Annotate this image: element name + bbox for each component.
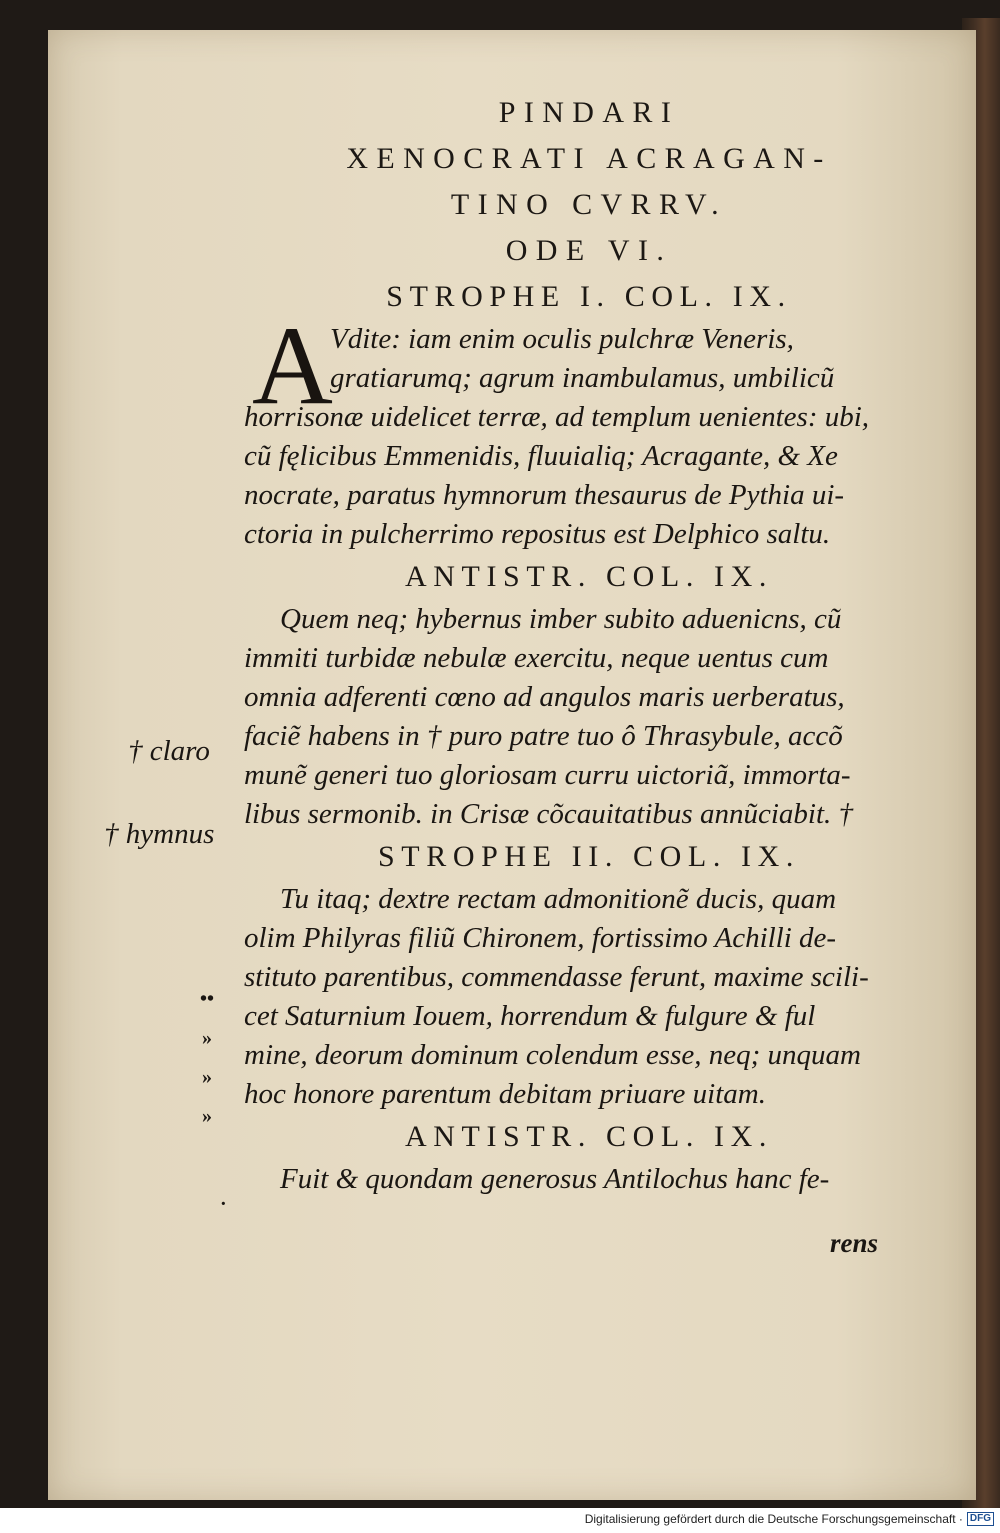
verse-line: libus sermonib. in Crisæ cõcauitatibus annũciabit. † [244, 798, 854, 830]
quote-marker: » [202, 1066, 212, 1088]
antistrophe-1 [244, 600, 934, 834]
digitization-credit [585, 1512, 994, 1526]
verse-line: horrisonæ uidelicet terræ, ad templum uenientes: ubi, [244, 401, 870, 433]
verse-line: cet Saturnium Iouem, horrendum & fulgure & ful [244, 1000, 816, 1032]
book-page [48, 30, 976, 1500]
verse-line: faciẽ habens in † puro patre tuo ô Thrasybule, accõ [244, 720, 843, 752]
ode-title-line1: XENOCRATI ACRAGAN- [346, 142, 832, 175]
verse-line: Tu itaq; dextre rectam admonitionẽ ducis, quam [280, 883, 837, 915]
section-heading-strophe-2: STROPHE II. COL. IX. [378, 840, 800, 873]
ode-title-line2: TINO CVRRV. [450, 188, 728, 221]
strophe-2 [244, 880, 934, 1114]
quote-marker: » [202, 1105, 212, 1127]
verse-line: omnia adferenti cœno ad angulos maris uerberatus, [244, 681, 845, 713]
verse-line: olim Philyras filiũ Chironem, fortissimo Achilli de- [244, 922, 837, 954]
verse-line: nocrate, paratus hymnorum thesaurus de Pythia ui- [244, 479, 845, 511]
drop-capital: A [252, 304, 333, 428]
quote-marker: · [220, 1193, 227, 1215]
verse-line: hoc honore parentum debitam priuare uitam. [244, 1078, 766, 1110]
verse-line: Fuit & quondam generosus Antilochus hanc fe- [280, 1163, 830, 1195]
catchword: rens [829, 1228, 878, 1258]
verse-line: immiti turbidæ nebulæ exercitu, neque uentus cum [244, 642, 829, 674]
running-title: PINDARI [498, 96, 680, 129]
dfg-logo: DFG [967, 1512, 994, 1526]
credit-text: Digitalisierung gefördert durch die Deutsche Forschungsgemeinschaft · [584, 1512, 963, 1526]
section-heading-antistrophe-2: ANTISTR. COL. IX. [404, 1120, 774, 1153]
section-heading-strophe-1: STROPHE I. COL. IX. [386, 280, 792, 313]
antistrophe-2 [244, 1160, 934, 1199]
verse-line: ctoria in pulcherrimo repositus est Delphico saltu. [244, 518, 831, 550]
quote-marker: •• [200, 988, 215, 1010]
section-heading-antistrophe-1: ANTISTR. COL. IX. [404, 560, 774, 593]
verse-line: stituto parentibus, commendasse ferunt, maxime scili- [244, 961, 869, 993]
verse-line: cũ fęlicibus Emmenidis, fluuialiq; Acragante, & Xe [244, 440, 838, 472]
ode-number: ODE VI. [505, 234, 673, 267]
verse-line: mine, deorum dominum colendum esse, neq; unquam [244, 1039, 861, 1071]
verse-line: munẽ generi tuo gloriosam curru uictoriã, immorta- [244, 759, 851, 791]
strophe-1 [244, 304, 934, 554]
verse-line: Vdite: iam enim oculis pulchræ Veneris, [330, 323, 794, 355]
verse-line: gratiarumq; agrum inambulamus, umbilicũ [330, 362, 835, 394]
main-text [244, 90, 934, 1199]
margin-note-claro: † claro [128, 735, 210, 767]
verse-line: Quem neq; hybernus imber subito aduenicns, cũ [280, 603, 842, 635]
margin-note-hymnus: † hymnus [104, 818, 215, 850]
quote-marker: » [202, 1027, 212, 1049]
